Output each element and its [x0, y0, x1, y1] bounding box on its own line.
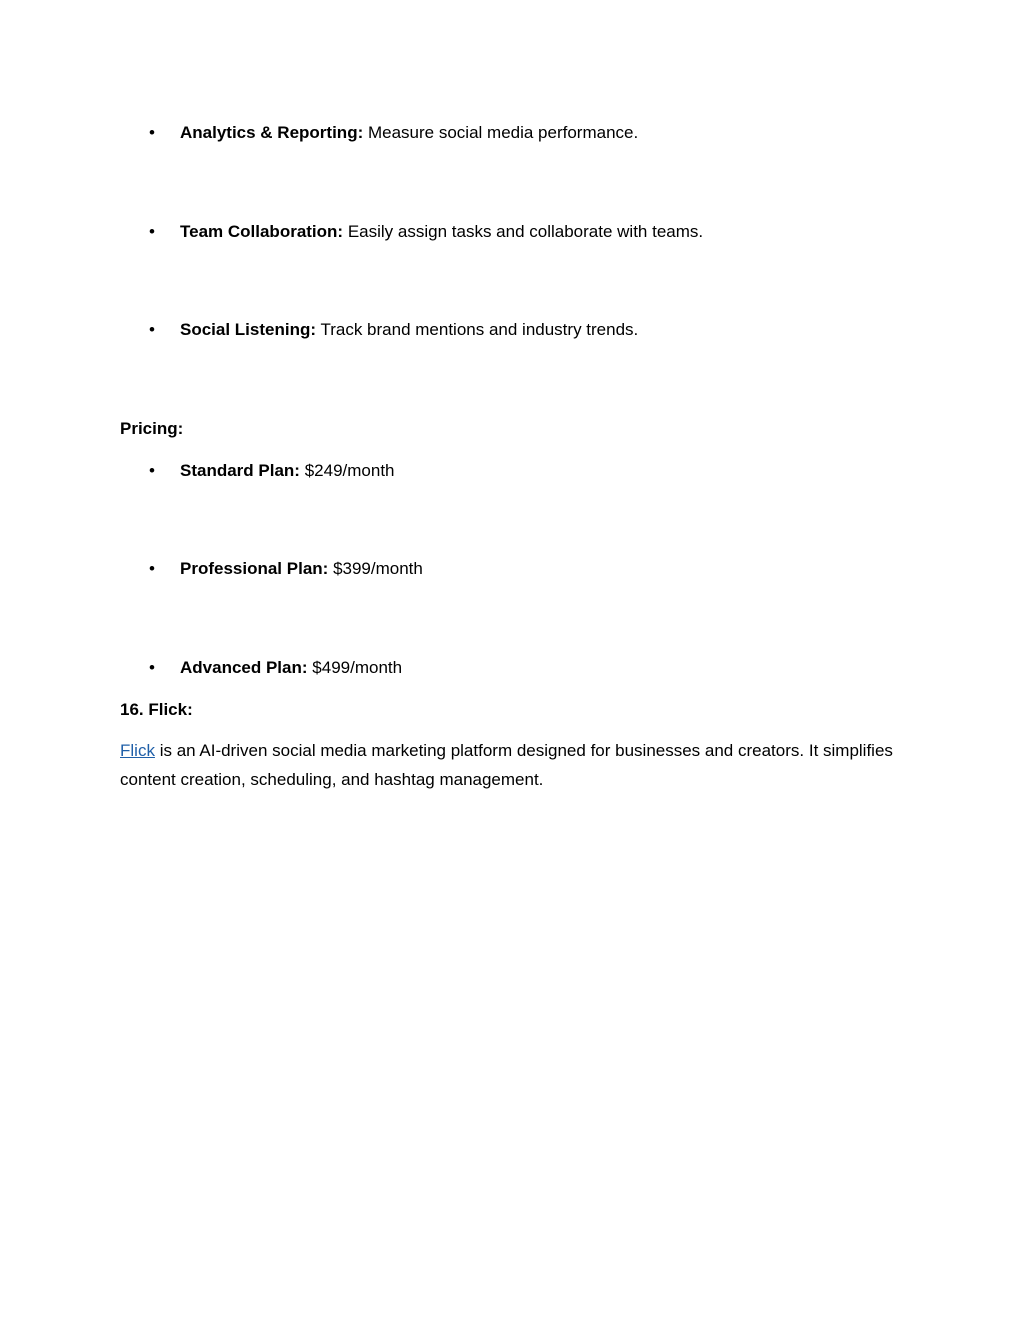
- feature-label: Analytics & Reporting:: [180, 123, 364, 142]
- bullet-icon: •: [149, 320, 155, 339]
- section-paragraph: [120, 736, 900, 794]
- plan-label: Professional Plan:: [180, 559, 329, 578]
- feature-text: Easily assign tasks and collaborate with teams.: [347, 222, 704, 241]
- bullet-icon: •: [149, 461, 155, 480]
- plan-price: $499/month: [312, 658, 403, 677]
- section-heading: 16. Flick:: [120, 700, 193, 719]
- bullet-icon: •: [149, 559, 155, 578]
- bullet-icon: •: [149, 123, 155, 142]
- plan-price: $399/month: [333, 559, 423, 578]
- plan-label: Advanced Plan:: [180, 658, 308, 677]
- feature-label: Team Collaboration:: [180, 222, 344, 241]
- feature-label: Social Listening:: [180, 320, 317, 339]
- pricing-heading: Pricing:: [120, 419, 184, 438]
- plan-price: $249/month: [304, 461, 395, 480]
- feature-text: Track brand mentions and industry trends.: [320, 320, 639, 339]
- flick-link[interactable]: Flick: [120, 741, 155, 760]
- plan-label: Standard Plan:: [180, 461, 300, 480]
- paragraph-body: is an AI-driven social media marketing platform designed for businesses and creators. It simplifies content creation, scheduling, and hashtag management.: [120, 741, 893, 789]
- bullet-icon: •: [149, 658, 155, 677]
- bullet-icon: •: [149, 222, 155, 241]
- feature-text: Measure social media performance.: [367, 123, 639, 142]
